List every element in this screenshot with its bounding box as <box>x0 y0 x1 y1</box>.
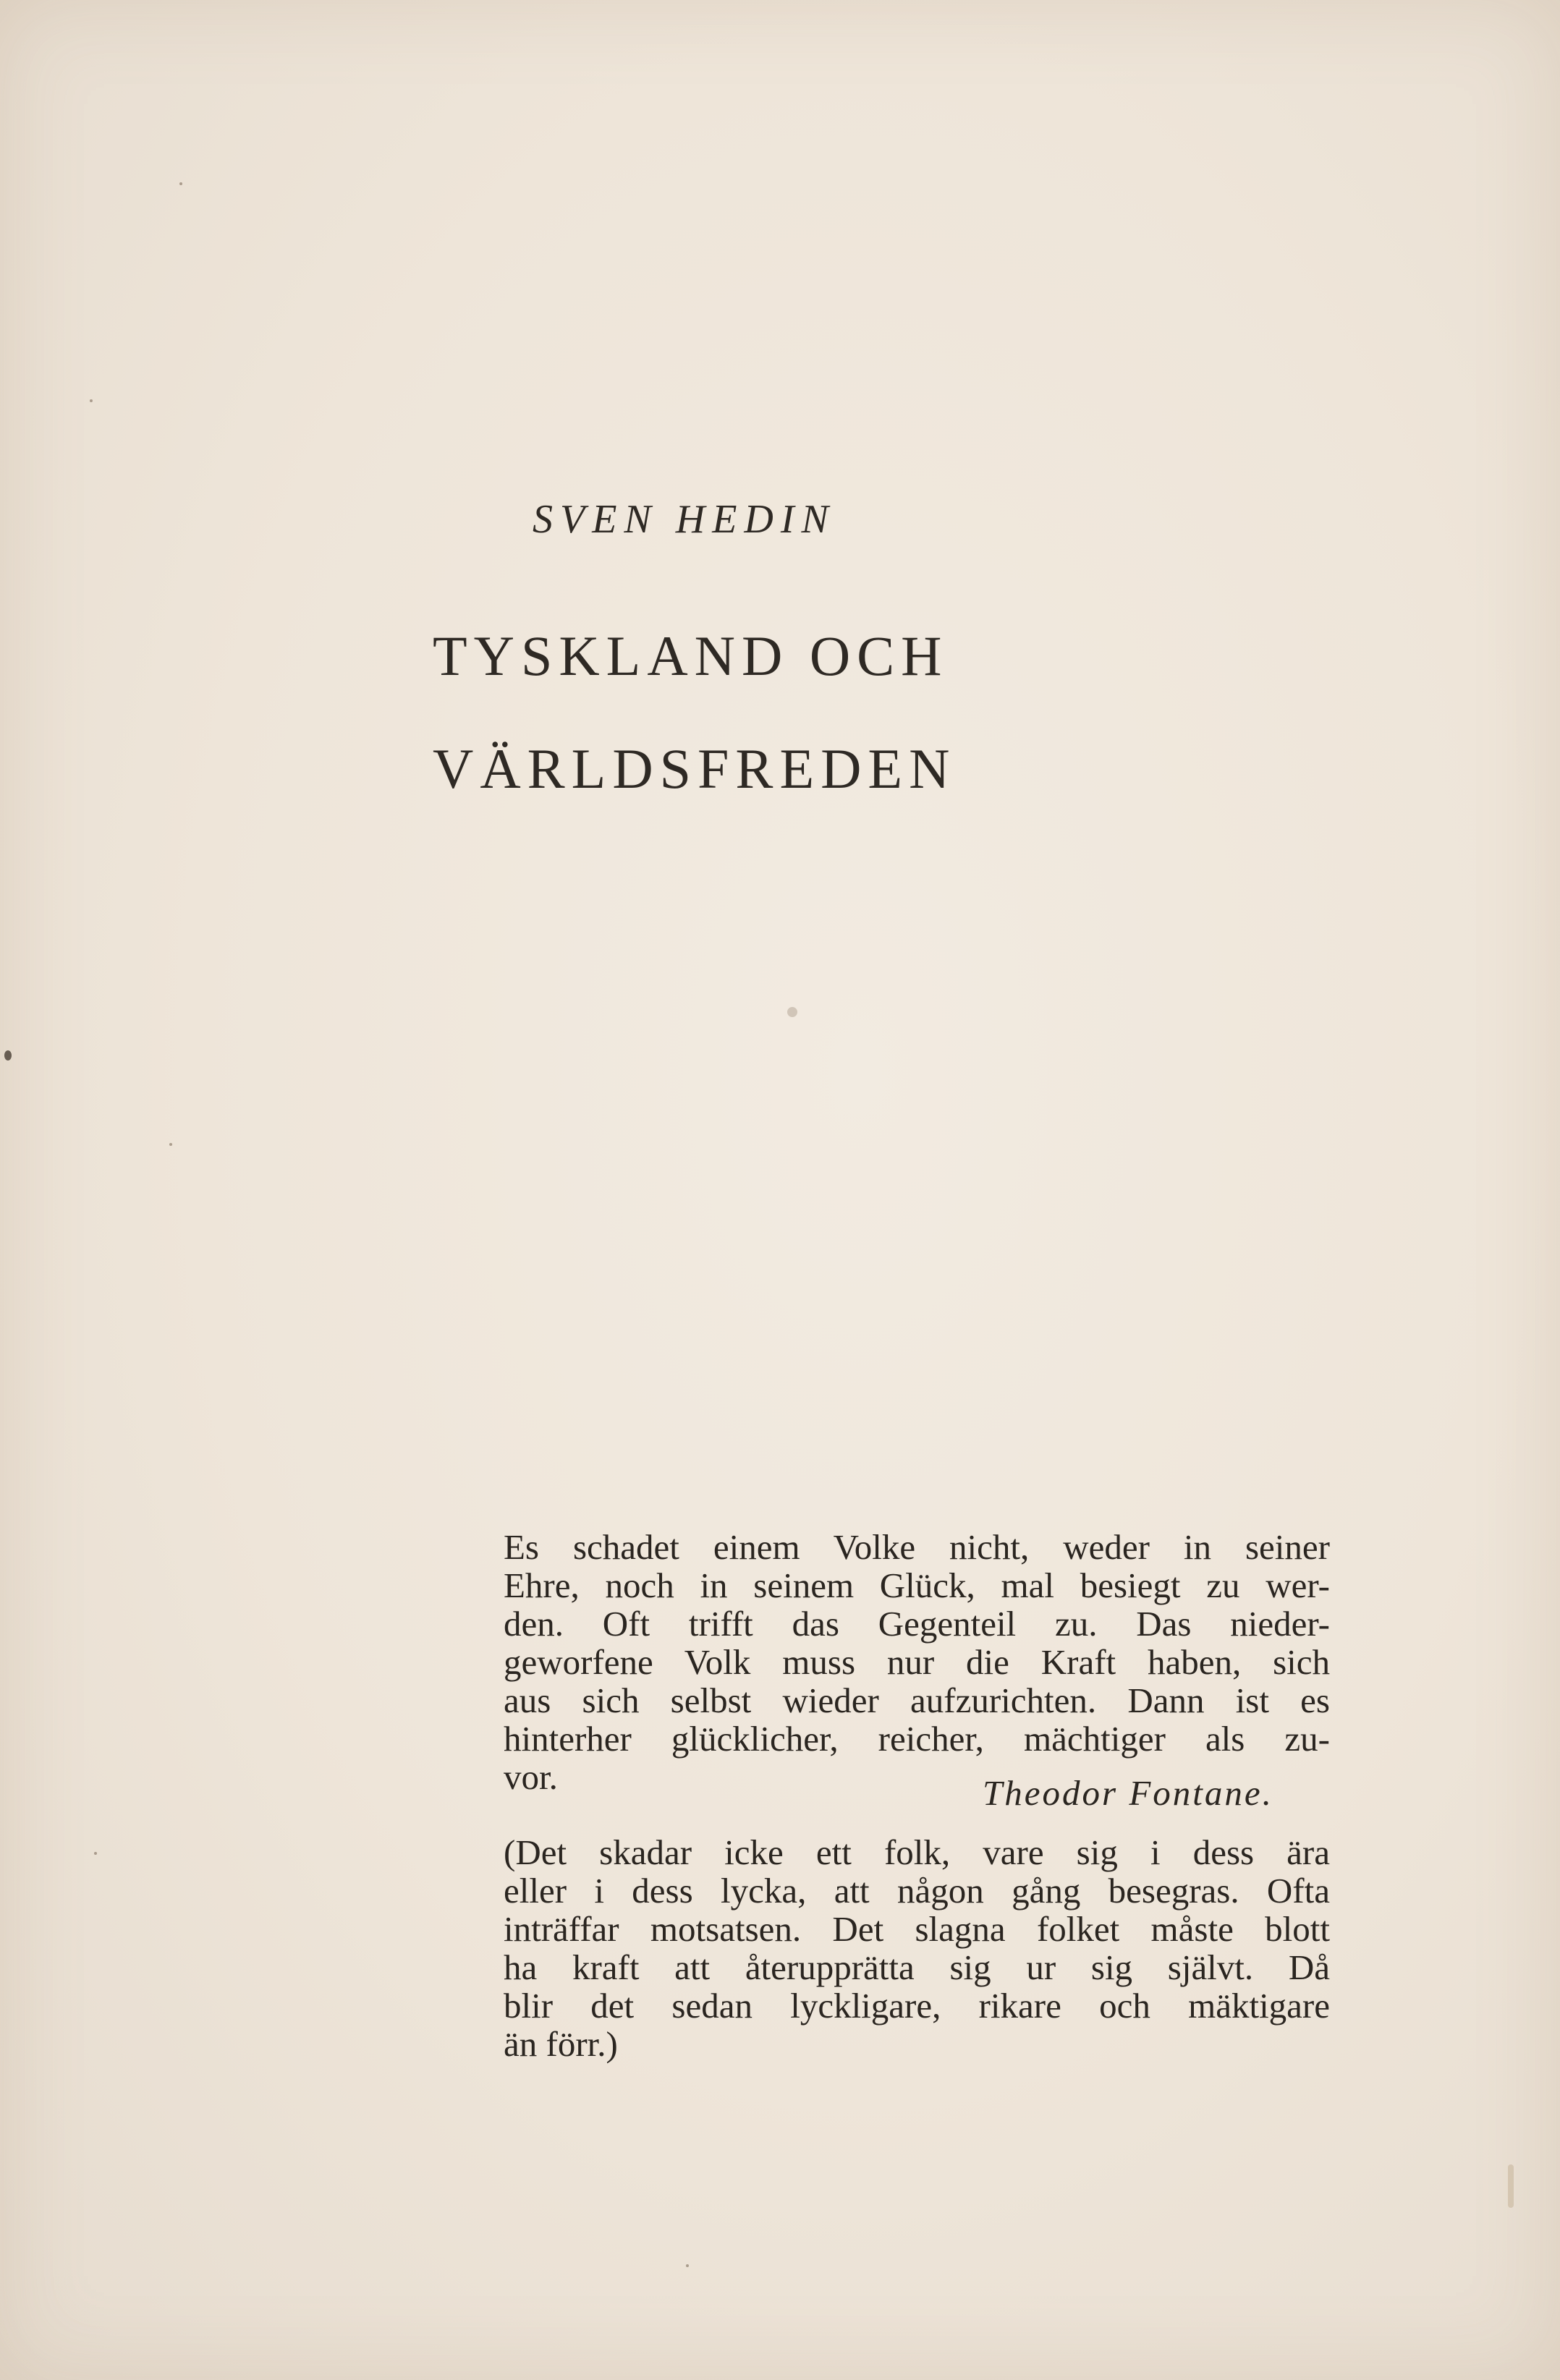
paper-speck <box>787 1007 797 1017</box>
epigraph-swedish-line: än förr.) <box>504 2024 618 2064</box>
paper-speck <box>94 1852 97 1855</box>
epigraph-german-line: vor. <box>504 1757 558 1797</box>
book-title-line-2: VÄRLDSFREDEN <box>433 737 957 800</box>
epigraph-swedish-line: inträffar motsatsen. Det slagna folket måste blott <box>504 1909 1330 1949</box>
epigraph-attribution: Theodor Fontane. <box>983 1773 1273 1813</box>
epigraph-swedish-line: eller i dess lycka, att någon gång besegras. Ofta <box>504 1871 1330 1911</box>
book-title-line-1: TYSKLAND OCH <box>433 624 949 687</box>
paper-speck <box>4 1050 12 1061</box>
epigraph-swedish-line: blir det sedan lyckligare, rikare och mäktigare <box>504 1986 1330 2026</box>
author-name: SVEN HEDIN <box>533 497 836 542</box>
epigraph-swedish-line: ha kraft att återupprätta sig ur sig självt. Då <box>504 1947 1330 1987</box>
paper-speck <box>179 182 182 185</box>
epigraph-german-line: Es schadet einem Volke nicht, weder in seiner <box>504 1527 1330 1567</box>
epigraph-german-line: aus sich selbst wieder aufzurichten. Dann ist es <box>504 1680 1330 1720</box>
epigraph-german-line: den. Oft trifft das Gegenteil zu. Das nieder- <box>504 1604 1330 1644</box>
epigraph-swedish <box>504 1833 1330 2063</box>
epigraph-german-line: Ehre, noch in seinem Glück, mal besiegt zu wer- <box>504 1565 1330 1605</box>
epigraph-german <box>504 1528 1330 1796</box>
paper-speck <box>1508 2164 1514 2208</box>
paper-speck <box>169 1143 172 1146</box>
epigraph-german-line: hinterher glücklicher, reicher, mächtiger als zu- <box>504 1719 1330 1759</box>
epigraph-german-line: geworfene Volk muss nur die Kraft haben, sich <box>504 1642 1330 1682</box>
paper-speck <box>686 2264 689 2267</box>
epigraph-swedish-line: (Det skadar icke ett folk, vare sig i dess ära <box>504 1832 1330 1872</box>
paper-speck <box>90 399 93 402</box>
